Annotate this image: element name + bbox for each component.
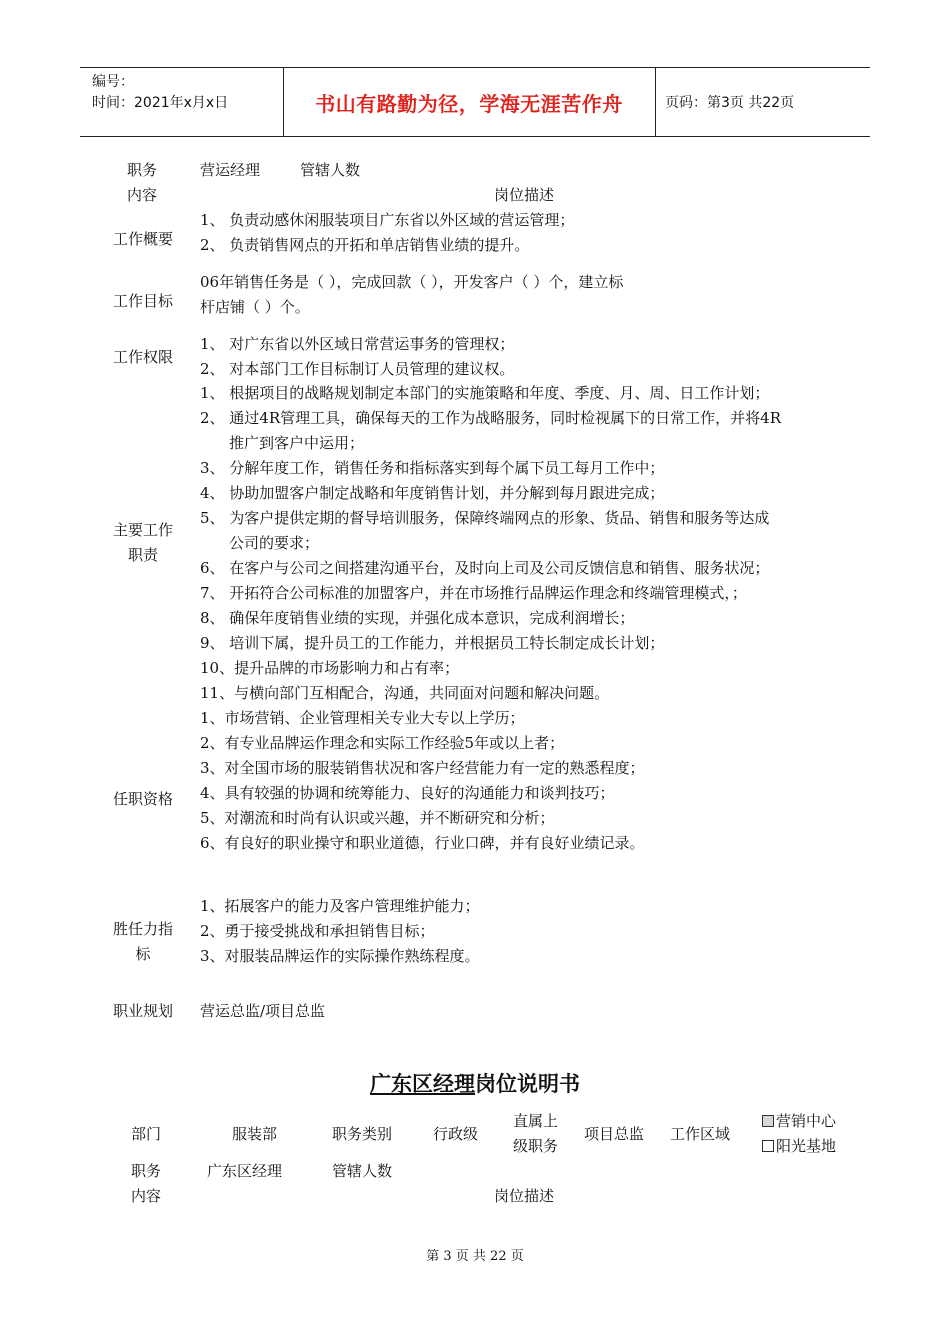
post-value: 广东区经理 [207, 1162, 283, 1180]
career-label: 职业规划 [112, 1002, 173, 1020]
goal-line: 杆店铺（ ）个。 [200, 298, 310, 316]
duty-line: 6、 在客户与公司之间搭建沟通平台，及时向上司及公司反馈信息和销售、服务状况； [200, 559, 770, 577]
header-divider [655, 68, 656, 136]
duties-label: 职责 [127, 546, 158, 564]
post-label: 职务 [131, 1162, 162, 1180]
desc-label: 岗位描述 [494, 186, 555, 204]
page-header [80, 67, 870, 137]
duty-line: 1、 根据项目的战略规划制定本部门的实施策略和年度、季度、月、周、日工作计划； [200, 384, 770, 402]
competency-line: 2、勇于接受挑战和承担销售目标； [200, 922, 435, 940]
area-option[interactable] [762, 1109, 836, 1134]
post-label: 职务 [127, 161, 158, 179]
duty-line: 5、 为客户提供定期的督导培训服务，保障终端网点的形象、货品、销售和服务等达成 [200, 509, 770, 527]
content-label: 内容 [131, 1187, 162, 1205]
duty-line: 推广到客户中运用； [229, 434, 365, 452]
header-page-number: 页码：第3页 共22页 [665, 95, 795, 111]
goal-line: 06年销售任务是（ ），完成回款（ ），开发客户（ ）个，建立标 [200, 273, 624, 291]
checkbox-icon[interactable] [762, 1115, 774, 1127]
time-label: 时间：2021年x月x日 [92, 95, 229, 111]
competency-line: 3、对服装品牌运作的实际操作熟练程度。 [200, 947, 480, 965]
duty-line: 2、 通过4R管理工具，确保每天的工作为战略服务，同时检视属下的日常工作，并将4R [200, 409, 781, 427]
content-label: 内容 [127, 186, 158, 204]
duty-line: 10、提升品牌的市场影响力和占有率； [200, 659, 460, 677]
competency-label: 胜任力指 [112, 920, 173, 938]
authority-line: 2、 对本部门工作目标制订人员管理的建议权。 [200, 360, 515, 378]
qualification-line: 3、对全国市场的服装销售状况和客户经营能力有一定的熟悉程度； [200, 759, 645, 777]
duty-line: 8、 确保年度销售业绩的实现，并强化成本意识，完成利润增长； [200, 609, 635, 627]
authority-line: 1、 对广东省以外区域日常营运事务的管理权； [200, 335, 515, 353]
overview-line: 2、 负责销售网点的开拓和单店销售业绩的提升。 [200, 236, 530, 254]
managed-label: 管辖人数 [332, 1162, 393, 1180]
superior-label: 级职务 [513, 1137, 559, 1155]
area-option-label: 营销中心 [776, 1112, 837, 1130]
area-option-label: 阳光基地 [776, 1137, 837, 1155]
category-value: 行政级 [433, 1125, 479, 1143]
duty-line: 公司的要求； [229, 534, 320, 552]
duty-line: 9、 培训下属，提升员工的工作能力，并根据员工特长制定成长计划； [200, 634, 665, 652]
duty-line: 3、 分解年度工作，销售任务和指标落实到每个属下员工每月工作中； [200, 459, 665, 477]
checkbox-icon[interactable] [762, 1140, 774, 1152]
managed-label: 管辖人数 [300, 161, 361, 179]
qualification-line: 1、市场营销、企业管理相关专业大专以上学历； [200, 709, 525, 727]
career-value: 营运总监/项目总监 [200, 1002, 326, 1020]
superior-value: 项目总监 [584, 1125, 645, 1143]
duties-label: 主要工作 [112, 521, 173, 539]
goal-label: 工作目标 [112, 292, 173, 310]
qualification-line: 5、对潮流和时尚有认识或兴趣，并不断研究和分析； [200, 809, 555, 827]
qualification-label: 任职资格 [112, 790, 173, 808]
title-underlined: 广东区经理 [370, 1072, 475, 1096]
post-value: 营运经理 [200, 161, 261, 179]
qualification-line: 6、有良好的职业操守和职业道德，行业口碑，并有良好业绩记录。 [200, 834, 645, 852]
competency-line: 1、拓展客户的能力及客户管理维护能力； [200, 897, 480, 915]
qualification-line: 4、具有较强的协调和统筹能力、良好的沟通能力和谈判技巧； [200, 784, 615, 802]
overview-line: 1、 负责动感休闲服装项目广东省以外区域的营运管理； [200, 211, 575, 229]
desc-label: 岗位描述 [494, 1187, 555, 1205]
duty-line: 11、与横向部门互相配合，沟通，共同面对问题和解决问题。 [200, 684, 610, 702]
duty-line: 7、 开拓符合公司标准的加盟客户，并在市场推行品牌运作理念和终端管理模式，； [200, 584, 747, 602]
authority-label: 工作权限 [112, 348, 173, 366]
duty-line: 4、 协助加盟客户制定战略和年度销售计划，并分解到每月跟进完成； [200, 484, 665, 502]
page-footer: 第 3 页 共 22 页 [426, 1249, 524, 1264]
area-label: 工作区域 [670, 1125, 731, 1143]
title-rest: 岗位说明书 [475, 1072, 580, 1096]
competency-label: 标 [135, 945, 151, 963]
dept-value: 服装部 [232, 1125, 278, 1143]
overview-label: 工作概要 [112, 230, 173, 248]
superior-label: 直属上 [513, 1112, 559, 1130]
dept-label: 部门 [131, 1125, 162, 1143]
area-option[interactable] [762, 1134, 836, 1159]
qualification-line: 2、有专业品牌运作理念和实际工作经验5年或以上者； [200, 734, 565, 752]
header-meta [92, 72, 228, 114]
section-title [0, 1068, 950, 1098]
number-label: 编号： [92, 74, 134, 90]
header-motto: 书山有路勤为径，学海无涯苦作舟 [315, 91, 623, 116]
category-label: 职务类别 [332, 1125, 393, 1143]
